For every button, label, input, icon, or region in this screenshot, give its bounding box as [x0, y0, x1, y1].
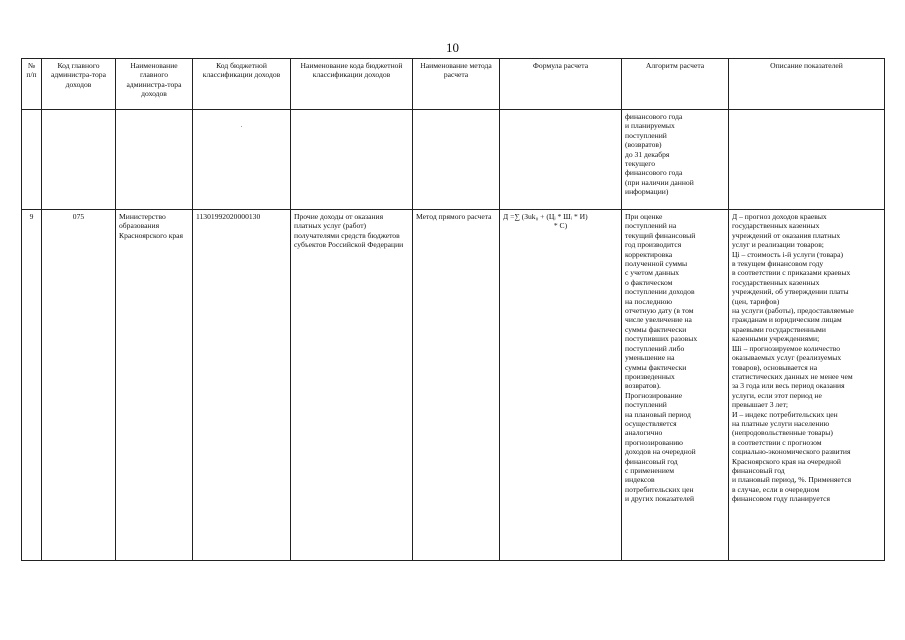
income-methods-table	[21, 58, 885, 561]
admin-code-cell: 075	[42, 210, 116, 561]
stray-mark: ·	[240, 122, 243, 131]
header-kbk: Код бюджетной классификации доходов	[193, 59, 291, 110]
kbk-name-cell: Прочие доходы от оказания платных услуг (работ) получателями средств бюджетов субъектов Российской Федерации	[291, 210, 413, 561]
method-cell: Метод прямого расчета	[413, 210, 500, 561]
header-kbk-name: Наименование кода бюджетной классификации доходов	[291, 59, 413, 110]
formula-line-2: * С)	[553, 221, 568, 231]
algorithm-cell: При оценке поступлений на текущий финансовый год производится корректировка полученной суммы с учетом данных о фактическом поступлении доходов на последнюю отчетную дату (в том числе увеличение на суммы фактически поступивших разовых поступлений либо уменьшение на суммы фактически произведенных возвратов). Прогнозирование поступлений на плановый период осуществляется аналогично прогнозированию доходов на очередной финансовый год с применением индексов потребительских цен и других показателей	[622, 210, 729, 561]
header-formula: Формула расчета	[500, 59, 622, 110]
continued-algorithm-cell: финансового года и планируемых поступлений (возвратов) до 31 декабря текущего финансового года (при наличии данной информации)	[622, 110, 729, 210]
admin-name-cell: Министерство образования Красноярского края	[116, 210, 193, 561]
header-admin-code: Код главного администра-тора доходов	[42, 59, 116, 110]
formula-cell	[500, 210, 622, 561]
header-algorithm: Алгоритм расчета	[622, 59, 729, 110]
row-number: 9	[22, 210, 42, 561]
table-row-9	[22, 210, 885, 561]
header-num: № п/п	[22, 59, 42, 110]
kbk-cell: 11301992020000130	[193, 210, 291, 561]
table-header-row	[22, 59, 885, 110]
table-row-continued	[22, 110, 885, 210]
page-number: 10	[446, 40, 459, 55]
formula-line-1: Д =∑ (Зuk₀ + (Цᵢ * Шᵢ * И)	[503, 212, 588, 221]
description-cell: Д – прогноз доходов краевых государственных казенных учреждений от оказания платных услуг и реализации товаров; Цi – стоимость i-й услуги (товара) в текущем финансовом году в соответствии с приказами краевых государственных казенных учреждений, об утверждении платы (цен, тарифов) на услуги (работы), предоставляемые гражданам и юридическим лицам краевыми государственными казенными учреждениями; Шi – прогнозируемое количество оказываемых услуг (реализуемых товаров), основывается на статистических данных не менее чем за 3 года или весь период оказания услуги, если этот период не превышает 3 лет; И – индекс потребительских цен на платные услуги населению (непродовольственные товары) в соответствии с прогнозом социально-экономического развития Красноярского края на очередной финансовый год и плановый период, %. Применяется в случае, если в очередном финансовом году планируется	[729, 210, 885, 561]
header-method: Наименование метода расчета	[413, 59, 500, 110]
header-admin-name: Наименование главного администра-тора доходов	[116, 59, 193, 110]
header-description: Описание показателей	[729, 59, 885, 110]
